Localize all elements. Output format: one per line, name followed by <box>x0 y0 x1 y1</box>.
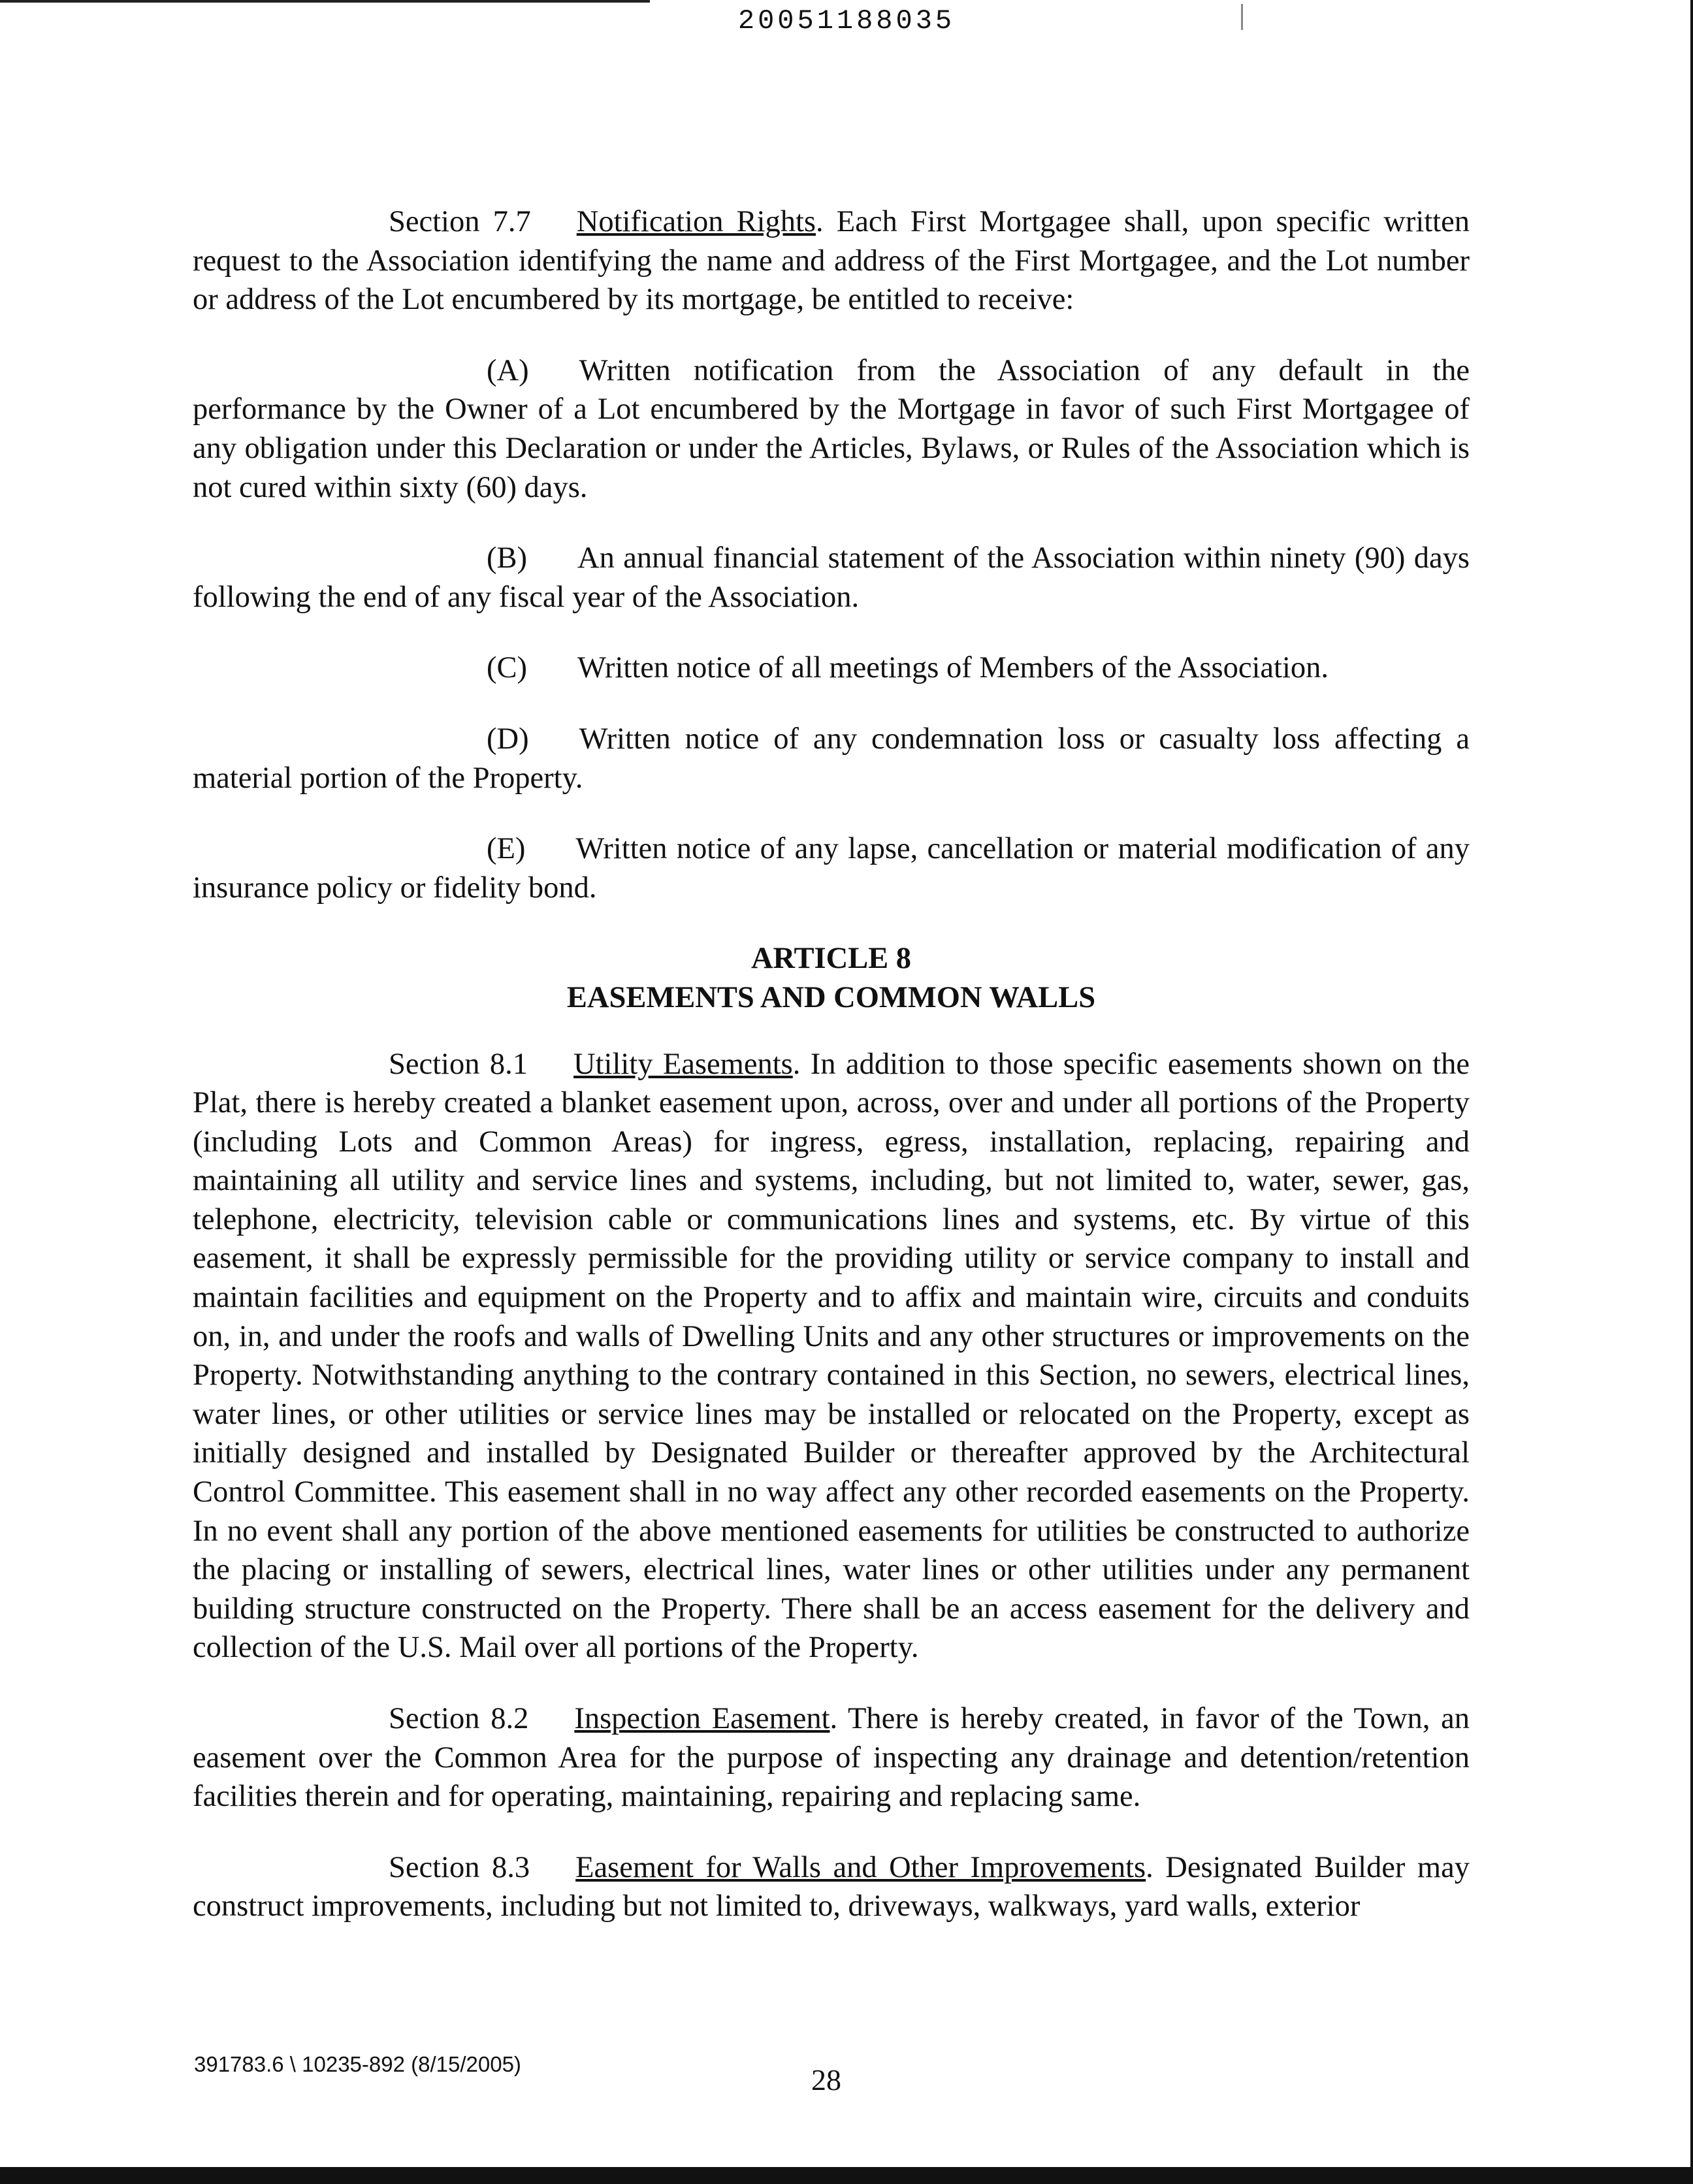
page-number: 28 <box>811 2063 841 2096</box>
article-number: ARTICLE 8 <box>750 942 912 976</box>
item-label: (A) <box>487 353 529 387</box>
item-b <box>193 539 1470 617</box>
footer-document-id: 391783.6 \ 10235-892 (8/15/2005) <box>194 2052 521 2076</box>
section-text: . There is hereby created, in favor of the Town, an easement over the Common Area for the purpose of inspecting any drainage and detention/retention facilities therein and for operating, maintaining, repairing and replacing same. <box>193 1702 1470 1814</box>
section-label: Section 8.2 <box>389 1702 529 1735</box>
item-text: Written notice of any condemnation loss or casualty loss affecting a material portion of the Property. <box>193 722 1470 795</box>
section-text: . Each First Mortgagee shall, upon specific written request to the Association identifying the name and address of the First Mortgagee, and the Lot number or address of the Lot encumbered by its mortgage, be entitled to receive: <box>193 205 1470 317</box>
article-heading <box>193 939 1470 1017</box>
section-8-2 <box>193 1699 1470 1816</box>
section-8-1 <box>193 1045 1470 1668</box>
section-8-3 <box>193 1848 1470 1926</box>
article-title: EASEMENTS AND COMMON WALLS <box>566 980 1096 1014</box>
section-text: . In addition to those specific easements shown on the Plat, there is hereby created a blanket easement upon, across, over and under all portions of the Property (including Lots and Common Areas) for ingress, egress, installation, replacing, repairing and maintaining all utility and service lines and systems, including, but not limited to, water, sewer, gas, telephone, electricity, television cable or communications lines and systems, etc. By virtue of this easement, it shall be expressly permissible for the providing utility or service company to install and maintain facilities and equipment on the Property and to affix and maintain wire, circuits and conduits on, in, and under the roofs and walls of Dwelling Units and any other structures or improvements on the Property. Notwithstanding anything to the contrary contained in this Section, no sewers, electrical lines, water lines, or other utilities or service lines may be installed or relocated on the Property, except as initially designed and installed by Designated Builder or thereafter approved by the Architectural Control Committee. This easement shall in no way affect any other recorded easements on the Property. In no event shall any portion of the above mentioned easements for utilities be constructed to authorize the placing or installing of sewers, electrical lines, water lines or other utilities under any permanent building structure constructed on the Property. There shall be an access easement for the delivery and collection of the U.S. Mail over all portions of the Property. <box>193 1047 1470 1665</box>
item-e <box>193 829 1470 907</box>
section-label: Section 8.3 <box>389 1850 530 1884</box>
document-body <box>193 202 1470 1958</box>
item-text: Written notification from the Association of any default in the performance by the Owner of a Lot encumbered by the Mortgage in favor of such First Mortgagee of any obligation under this Declaration or under the Articles, Bylaws, or Rules of the Association which is not cured within sixty (60) days. <box>193 353 1470 504</box>
item-label: (E) <box>487 832 526 866</box>
section-title: Inspection Easement <box>574 1702 830 1735</box>
scan-border-bottom <box>0 2167 1693 2184</box>
section-title: Easement for Walls and Other Improvements <box>575 1850 1146 1884</box>
scan-border-right <box>1690 0 1693 2184</box>
section-title: Notification Rights <box>576 205 816 238</box>
item-text: An annual financial statement of the Association within ninety (90) days following the end of any fiscal year of the Association. <box>193 541 1470 614</box>
section-text: . Designated Builder may construct improvements, including but not limited to, driveways, walkways, yard walls, exterior <box>193 1850 1470 1923</box>
scan-artifact-line <box>0 0 650 3</box>
item-c <box>193 649 1470 688</box>
item-a <box>193 351 1470 507</box>
item-text: Written notice of any lapse, cancellation or material modification of any insurance policy or fidelity bond. <box>193 832 1470 905</box>
item-label: (D) <box>487 722 529 756</box>
section-label: Section 8.1 <box>389 1047 528 1081</box>
document-number: 20051188035 <box>737 5 956 37</box>
section-label: Section 7.7 <box>389 205 531 238</box>
item-d <box>193 720 1470 797</box>
item-label: (B) <box>487 541 527 575</box>
section-title: Utility Easements <box>573 1047 793 1081</box>
item-text: Written notice of all meetings of Members of the Association. <box>577 651 1329 685</box>
item-label: (C) <box>487 651 527 685</box>
section-7-7 <box>193 202 1470 319</box>
